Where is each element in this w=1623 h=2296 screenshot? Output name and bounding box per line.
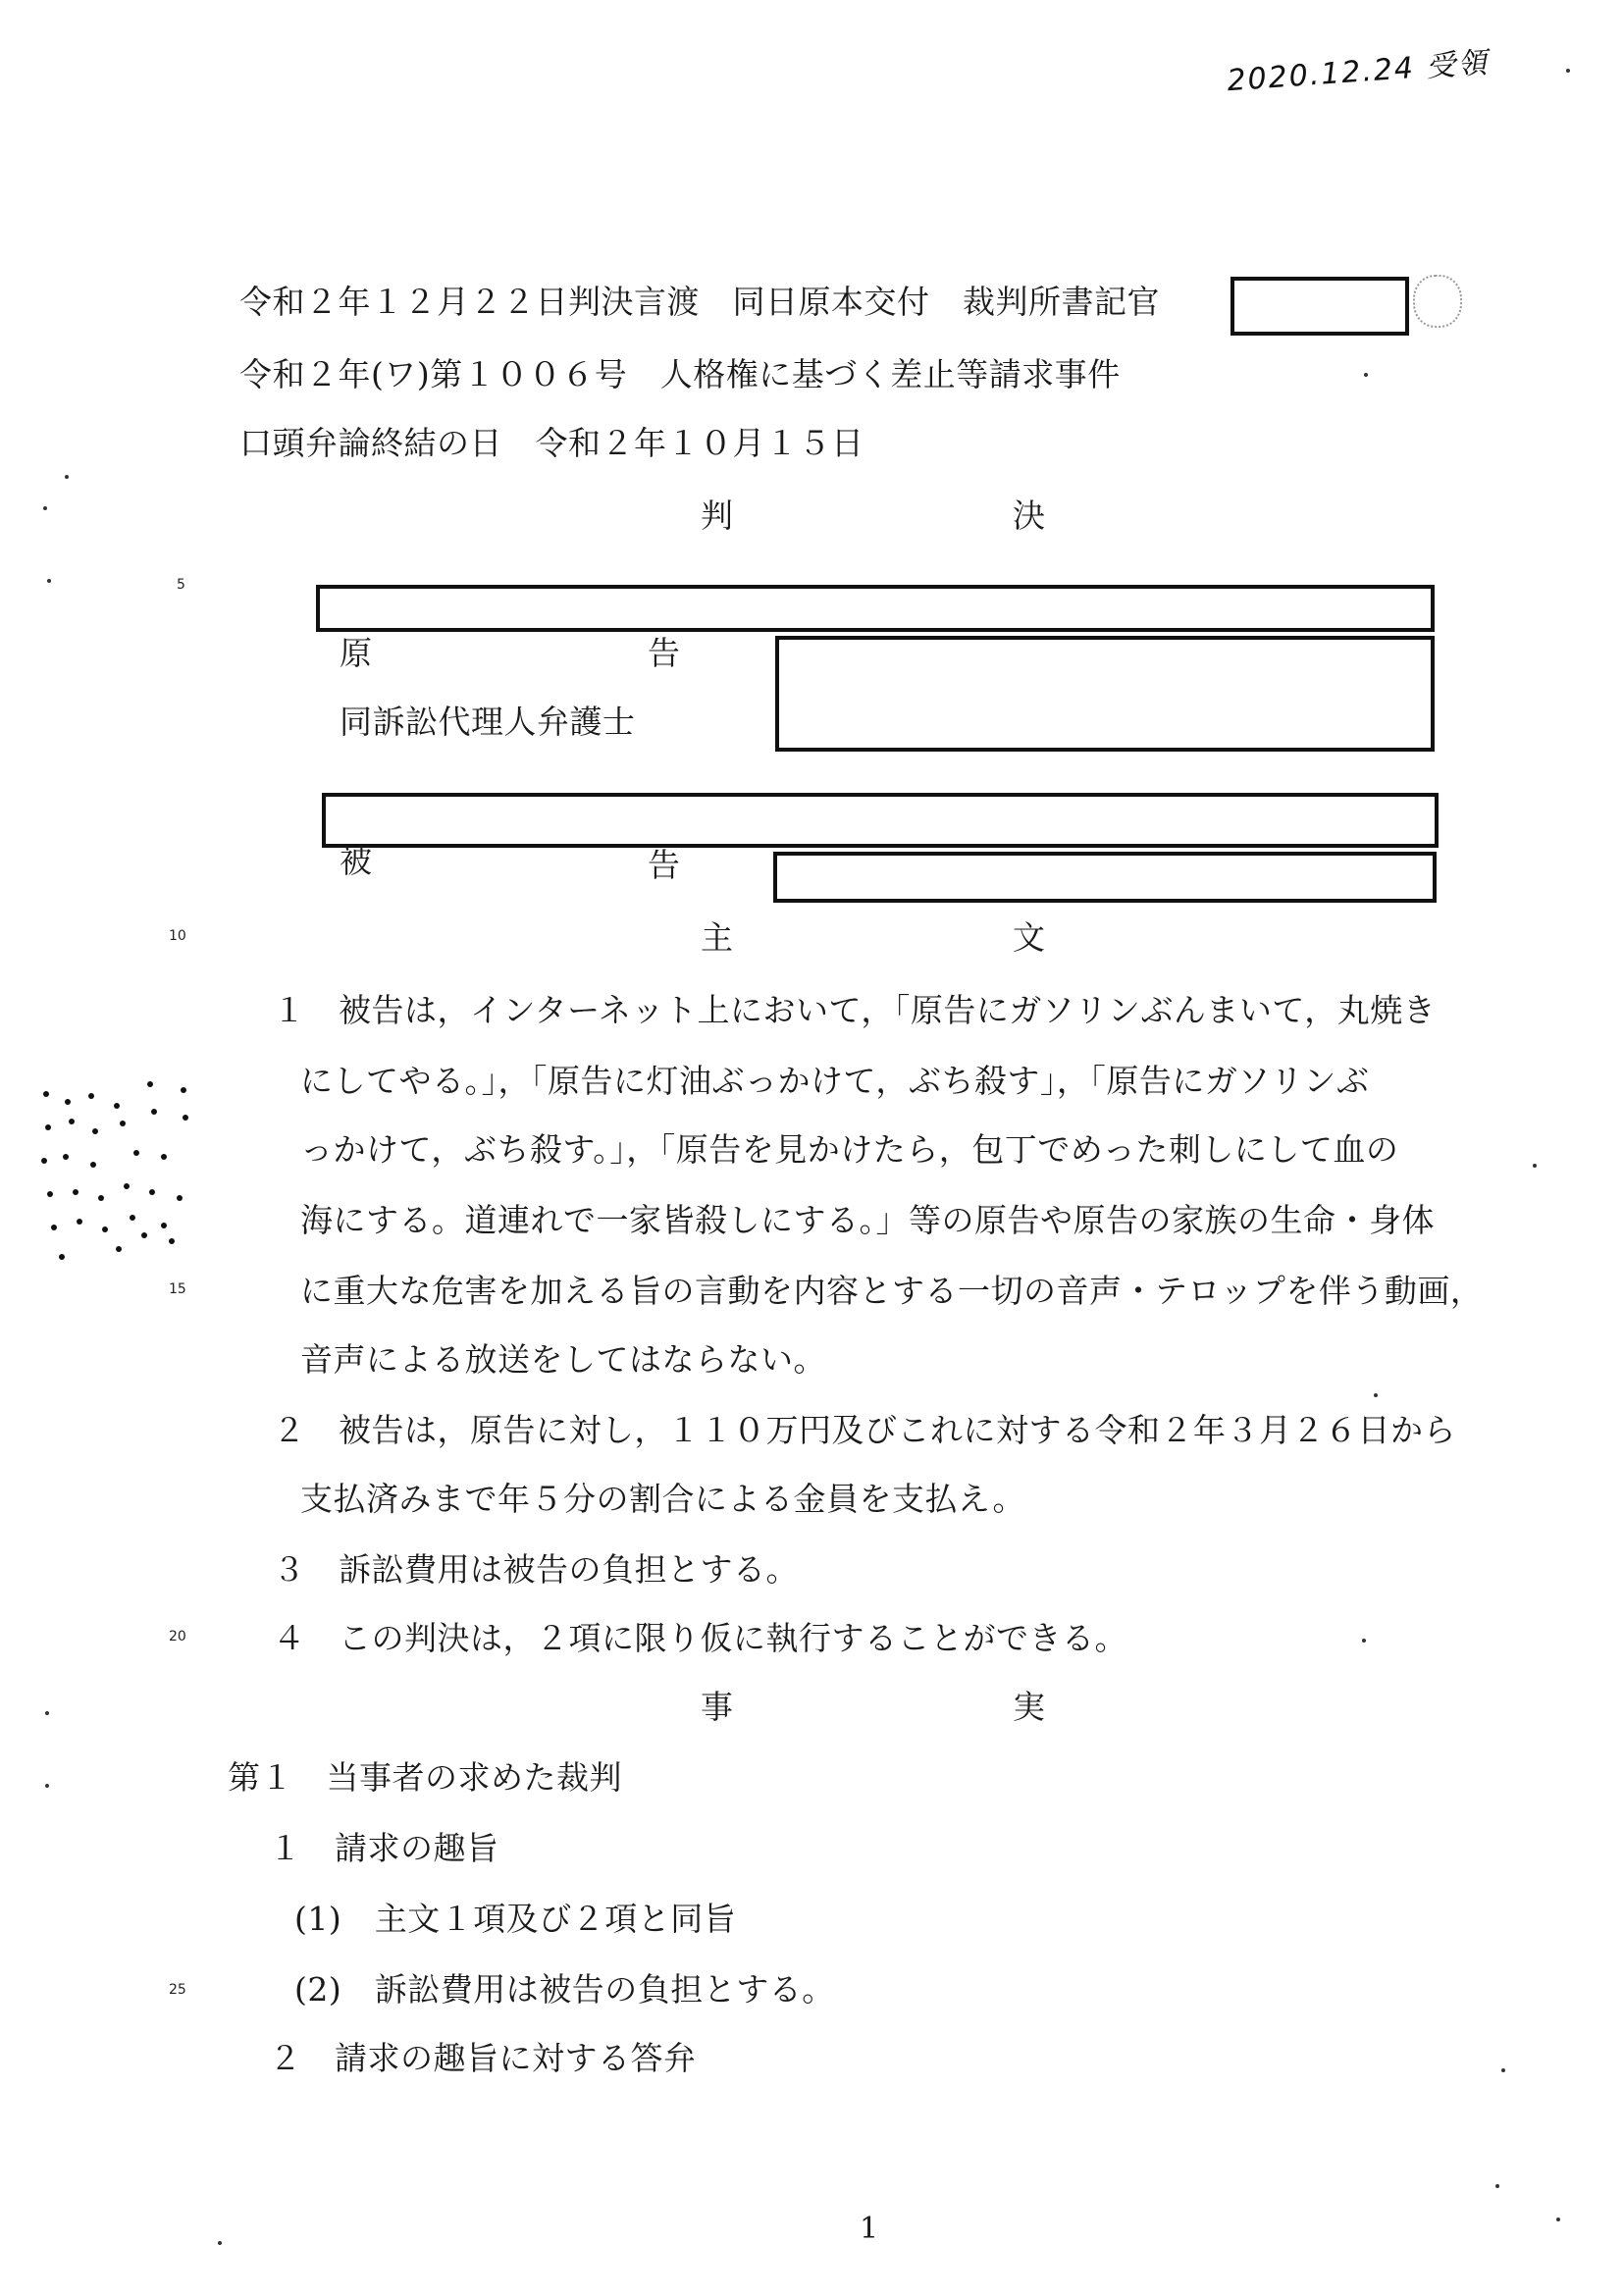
- main-text-line-2: にしてやる。」，「原告に灯油ぶっかけて，ぶち殺す」，「原告にガソリンぶ: [300, 1062, 1370, 1100]
- scan-speck: [47, 579, 51, 583]
- main-text-line-1: １ 被告は，インターネット上において，「原告にガソリンぶんまいて，丸焼き: [273, 991, 1437, 1029]
- party-label-plaintiff-2: 告: [648, 634, 681, 672]
- clerk-seal: [1413, 275, 1462, 328]
- header-line-1: 令和２年１２月２２日判決言渡 同日原本交付 裁判所書記官: [239, 283, 1160, 321]
- header-line-2: 令和２年(ワ)第１００６号 人格権に基づく差止等請求事件: [239, 355, 1121, 393]
- facts-line-3: (1) 主文１項及び２項と同旨: [294, 1900, 737, 1938]
- main-text-line-5: に重大な危害を加える旨の言動を内容とする一切の音声・テロップを伴う動画，: [300, 1272, 1484, 1310]
- scan-speck: [45, 1711, 49, 1715]
- facts-line-2: １ 請求の趣旨: [269, 1829, 499, 1867]
- header-line-3: 口頭弁論終結の日 令和２年１０月１５日: [239, 424, 864, 462]
- line-number-25: 25: [169, 1982, 186, 1998]
- line-number-5: 5: [177, 577, 185, 593]
- scan-speck: [218, 2241, 222, 2245]
- line-number-10: 10: [169, 928, 186, 944]
- party-label-plaintiff-attorney: 同訴訟代理人弁護士: [340, 703, 636, 741]
- facts-line-4: (2) 訴訟費用は被告の負担とする。: [294, 1970, 835, 2009]
- scan-speck: [43, 506, 47, 510]
- main-text-line-10: ４ この判決は，２項に限り仮に執行することができる。: [273, 1619, 1127, 1657]
- scan-speck: [1362, 1639, 1366, 1643]
- redaction-clerk-name: [1230, 277, 1409, 336]
- main-text-line-7: ２ 被告は，原告に対し，１１０万円及びこれに対する令和２年３月２６日から: [273, 1411, 1456, 1449]
- main-text-line-9: ３ 訴訟費用は被告の負担とする。: [273, 1550, 799, 1589]
- redaction-defendant-name: [773, 852, 1437, 903]
- title-facts-2: 実: [1013, 1688, 1046, 1726]
- party-label-plaintiff-1: 原: [340, 634, 373, 672]
- scan-speck: [1533, 1164, 1537, 1168]
- line-number-15: 15: [169, 1281, 186, 1297]
- title-judgment-1: 判: [701, 496, 734, 535]
- scan-speck: [1364, 373, 1368, 377]
- redaction-defendant-address: [322, 793, 1439, 848]
- page-number: 1: [860, 2212, 879, 2246]
- scan-speck: [1501, 2068, 1505, 2072]
- line-number-20: 20: [169, 1629, 186, 1644]
- title-judgment-2: 決: [1013, 496, 1046, 535]
- facts-line-5: ２ 請求の趣旨に対する答弁: [269, 2039, 697, 2077]
- scan-speck: [1566, 69, 1570, 73]
- title-facts-1: 事: [701, 1688, 734, 1726]
- main-text-line-6: 音声による放送をしてはならない。: [300, 1340, 826, 1379]
- scan-speck: [1556, 2218, 1560, 2221]
- redaction-plaintiff-address: [316, 585, 1435, 632]
- main-text-line-8: 支払済みまで年５分の割合による金員を支払え。: [300, 1480, 1025, 1518]
- title-main-text-2: 文: [1013, 918, 1046, 957]
- scan-speck: [1495, 2184, 1499, 2188]
- facts-line-1: 第１ 当事者の求めた裁判: [228, 1758, 622, 1797]
- title-main-text-1: 主: [701, 918, 734, 957]
- scan-speck: [45, 1784, 49, 1788]
- main-text-line-4: 海にする。道連れで一家皆殺しにする。」等の原告や原告の家族の生命・身体: [300, 1201, 1435, 1239]
- party-label-defendant-2: 告: [648, 846, 681, 884]
- main-text-line-3: っかけて，ぶち殺す。」，「原告を見かけたら，包丁でめった刺しにして血の: [300, 1130, 1399, 1169]
- scan-speck: [65, 475, 69, 479]
- redaction-plaintiff-name: [775, 636, 1435, 752]
- party-label-defendant-1: 被: [340, 842, 373, 880]
- scan-speck: [1374, 1393, 1378, 1397]
- receipt-stamp: 2020.12.24 受領: [1226, 45, 1491, 99]
